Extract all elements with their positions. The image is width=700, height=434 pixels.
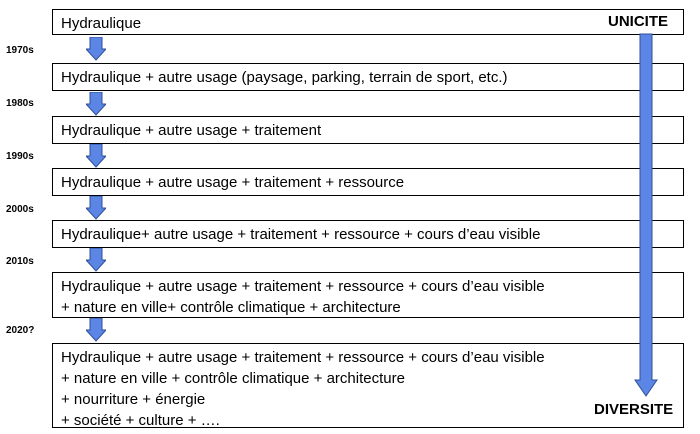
- stage-text-line: Hydraulique + autre usage + traitement: [61, 122, 322, 139]
- period-label-2000s: 2000s: [6, 204, 34, 215]
- period-label-2020: 2020?: [6, 325, 35, 336]
- stage-text-line: Hydraulique+ autre usage + traitement + ressource + cours d’eau visible: [61, 226, 541, 243]
- unicite-label: UNICITE: [608, 13, 668, 30]
- diversite-label: DIVERSITE: [594, 401, 674, 418]
- stage-text-line: + nourriture + énergie: [61, 391, 206, 408]
- stage-text-line: Hydraulique + autre usage + traitement + ressource + cours d’eau visible: [61, 349, 545, 366]
- stage-text-line: Hydraulique: [61, 15, 142, 32]
- period-label-2010s: 2010s: [6, 256, 34, 267]
- stage-text-line: + société + culture + ….: [61, 412, 220, 429]
- period-label-1970s: 1970s: [6, 45, 34, 56]
- stage-text-line: Hydraulique + autre usage + traitement + ressource + cours d’eau visible: [61, 278, 545, 295]
- period-label-1980s: 1980s: [6, 98, 34, 109]
- stage-text-line: + nature en ville+ contrôle climatique + architecture: [61, 299, 401, 316]
- stage-text-line: Hydraulique + autre usage (paysage, parking, terrain de sport, etc.): [61, 69, 508, 86]
- period-label-1990s: 1990s: [6, 151, 34, 162]
- stage-text-line: + nature en ville + contrôle climatique + architecture: [61, 370, 405, 387]
- stage-text-line: Hydraulique + autre usage + traitement + ressource: [61, 174, 405, 191]
